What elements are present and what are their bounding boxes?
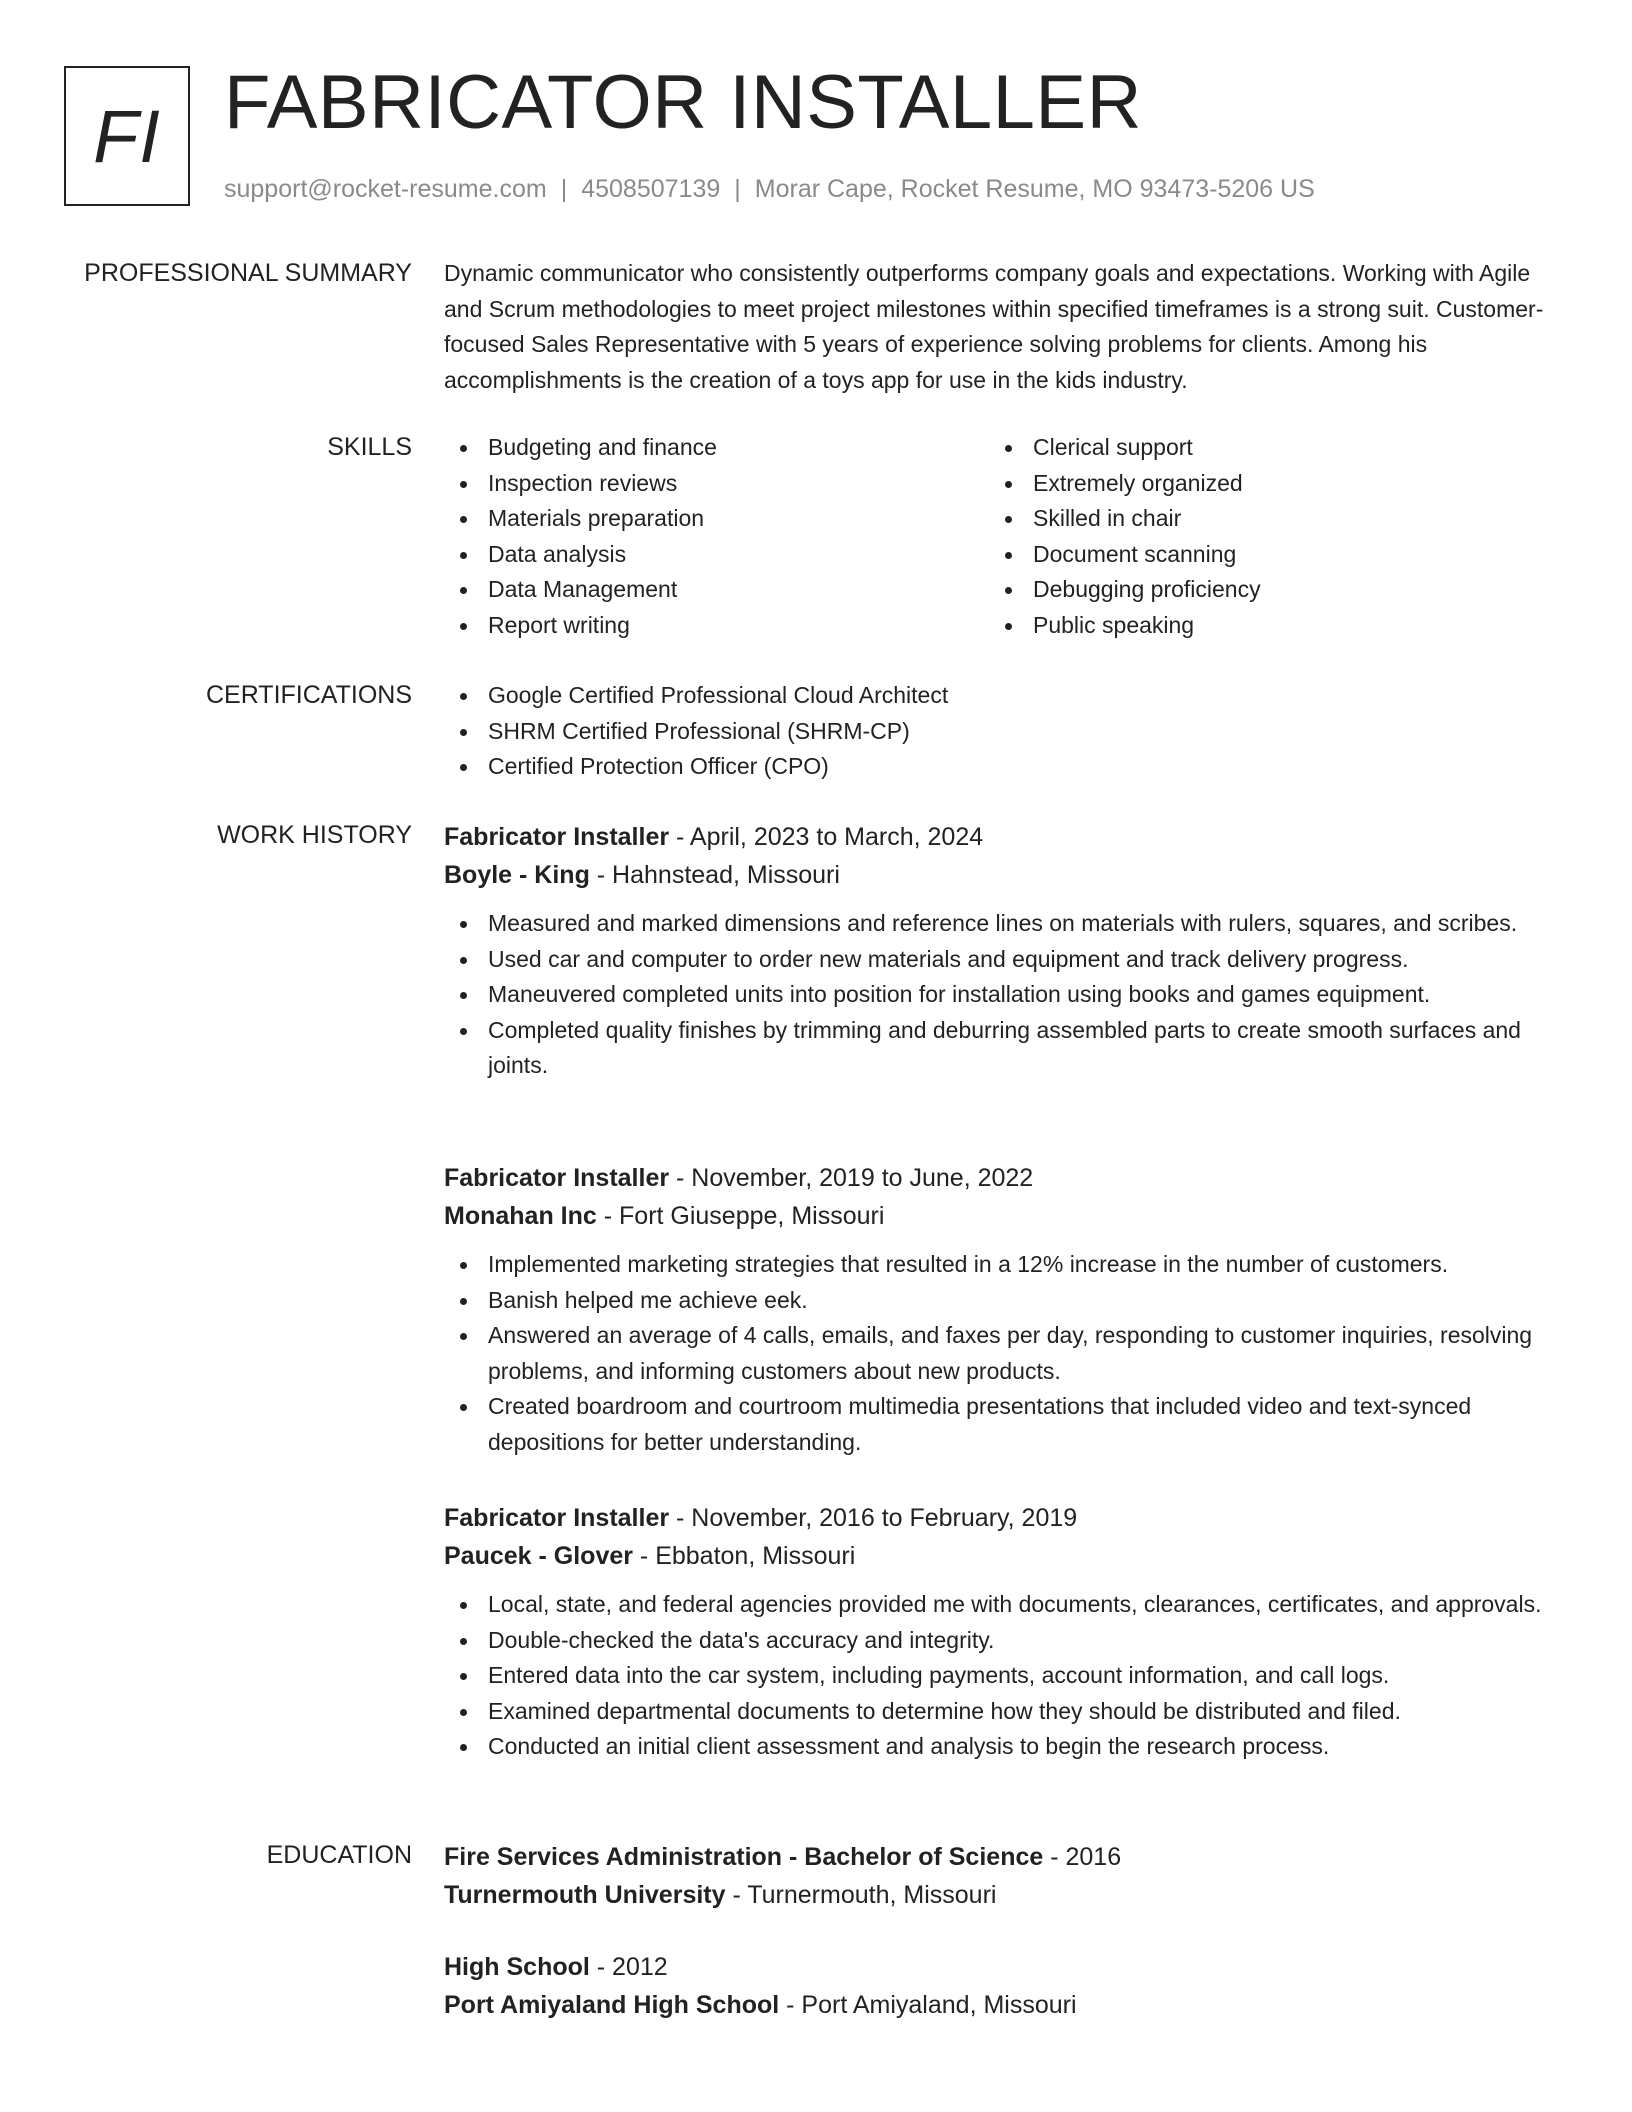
- skill-item: Data Management: [444, 572, 989, 608]
- summary-text: Dynamic communicator who consistently outperforms company goals and expectations. Working with Agile and Scrum methodologies to meet project milestones within specified timeframes is a strong suit. Customer-focused Sales Representative with 5 years of experience solving problems for clients. Among his accomplishments is the creation of a toys app for use in the kids industry.: [444, 260, 1544, 393]
- skill-item: Data analysis: [444, 537, 989, 573]
- skill-item: Inspection reviews: [444, 466, 989, 502]
- job-bullet: Used car and computer to order new materials and equipment and track delivery progress.: [444, 942, 1564, 978]
- skill-item: Clerical support: [989, 430, 1534, 466]
- certification-item: Google Certified Professional Cloud Architect: [444, 678, 1564, 714]
- skills-list-right: [989, 430, 1534, 643]
- education-degree: High School: [444, 1953, 590, 1981]
- candidate-name: FABRICATOR INSTALLER: [224, 60, 1142, 145]
- job-bullet: Banish helped me achieve eek.: [444, 1283, 1564, 1319]
- job-company: Monahan Inc: [444, 1202, 597, 1230]
- job-company: Paucek - Glover: [444, 1542, 633, 1570]
- education-degree-line: [444, 1838, 1564, 1876]
- skill-item: Materials preparation: [444, 501, 989, 537]
- education-school-line: [444, 1986, 1564, 2024]
- job-entry: [444, 818, 1564, 1084]
- job-bullet: Entered data into the car system, including payments, account information, and call logs.: [444, 1658, 1564, 1694]
- job-bullet-list: [444, 906, 1564, 1084]
- education-school: Port Amiyaland High School: [444, 1991, 780, 2019]
- certification-item: Certified Protection Officer (CPO): [444, 749, 1564, 785]
- job-company: Boyle - King: [444, 861, 590, 889]
- contact-email[interactable]: support@rocket-resume.com: [224, 175, 547, 203]
- contact-address: Morar Cape, Rocket Resume, MO 93473-5206 US: [754, 175, 1315, 203]
- education-degree-line: [444, 1948, 1564, 1986]
- job-location: - Fort Giuseppe, Missouri: [596, 1202, 885, 1230]
- education-entry: [444, 1838, 1564, 1914]
- job-entry: [444, 1159, 1564, 1460]
- education-year: - 2016: [1043, 1843, 1122, 1871]
- skill-item: Document scanning: [989, 537, 1534, 573]
- contact-separator: |: [734, 175, 741, 203]
- monogram-logo: FI: [64, 66, 190, 206]
- job-bullet: Examined departmental documents to determine how they should be distributed and filed.: [444, 1694, 1564, 1730]
- job-company-line: [444, 1537, 1564, 1575]
- education-school: Turnermouth University: [444, 1881, 726, 1909]
- education-heading: EDUCATION: [266, 1841, 412, 1869]
- work-history-heading: WORK HISTORY: [217, 821, 412, 849]
- job-bullet: Completed quality finishes by trimming and deburring assembled parts to create smooth surfaces and joints.: [444, 1013, 1564, 1084]
- education-year: - 2012: [589, 1953, 668, 1981]
- job-title: Fabricator Installer: [444, 823, 670, 851]
- job-title-line: [444, 1159, 1564, 1197]
- job-title: Fabricator Installer: [444, 1164, 670, 1192]
- job-location: - Hahnstead, Missouri: [589, 861, 840, 889]
- job-bullet: Local, state, and federal agencies provided me with documents, clearances, certificates, and approvals.: [444, 1587, 1564, 1623]
- skills-section: [444, 430, 1564, 643]
- skill-item: Public speaking: [989, 608, 1534, 644]
- job-company-line: [444, 1197, 1564, 1235]
- certifications-list: [444, 678, 1564, 785]
- education-school-line: [444, 1876, 1564, 1914]
- certifications-heading: CERTIFICATIONS: [205, 681, 412, 709]
- education-location: - Port Amiyaland, Missouri: [779, 1991, 1077, 2019]
- certifications-section: [444, 678, 1564, 785]
- skill-item: Extremely organized: [989, 466, 1534, 502]
- job-company-line: [444, 856, 1564, 894]
- certification-item: SHRM Certified Professional (SHRM-CP): [444, 714, 1564, 750]
- summary-heading: PROFESSIONAL SUMMARY: [84, 259, 412, 287]
- job-dates: - April, 2023 to March, 2024: [669, 823, 984, 851]
- job-bullet-list: [444, 1587, 1564, 1765]
- job-title-line: [444, 1499, 1564, 1537]
- job-entry: [444, 1499, 1564, 1765]
- education-degree: Fire Services Administration - Bachelor of Science: [444, 1843, 1044, 1871]
- contact-separator: |: [560, 175, 568, 203]
- contact-line: [224, 174, 1315, 204]
- job-title: Fabricator Installer: [444, 1504, 670, 1532]
- job-bullet: Measured and marked dimensions and reference lines on materials with rulers, squares, and scribes.: [444, 906, 1564, 942]
- skills-heading: SKILLS: [327, 433, 412, 461]
- job-bullet: Created boardroom and courtroom multimedia presentations that included video and text-synced depositions for better understanding.: [444, 1389, 1564, 1460]
- education-location: - Turnermouth, Missouri: [725, 1881, 997, 1909]
- skill-item: Debugging proficiency: [989, 572, 1534, 608]
- job-bullet: Maneuvered completed units into position for installation using books and games equipment.: [444, 977, 1564, 1013]
- job-bullet: Implemented marketing strategies that resulted in a 12% increase in the number of customers.: [444, 1247, 1564, 1283]
- skill-item: Budgeting and finance: [444, 430, 989, 466]
- job-dates: - November, 2016 to February, 2019: [669, 1504, 1078, 1532]
- job-bullet-list: [444, 1247, 1564, 1460]
- job-bullet: Double-checked the data's accuracy and integrity.: [444, 1623, 1564, 1659]
- contact-phone[interactable]: 4508507139: [581, 175, 721, 203]
- job-bullet: Conducted an initial client assessment and analysis to begin the research process.: [444, 1729, 1564, 1765]
- job-location: - Ebbaton, Missouri: [632, 1542, 856, 1570]
- job-title-line: [444, 818, 1564, 856]
- job-dates: - November, 2019 to June, 2022: [669, 1164, 1034, 1192]
- skill-item: Skilled in chair: [989, 501, 1534, 537]
- skills-list-left: [444, 430, 989, 643]
- education-entry: [444, 1948, 1564, 2024]
- skill-item: Report writing: [444, 608, 989, 644]
- job-bullet: Answered an average of 4 calls, emails, and faxes per day, responding to customer inquiries, resolving problems, and informing customers about new products.: [444, 1318, 1564, 1389]
